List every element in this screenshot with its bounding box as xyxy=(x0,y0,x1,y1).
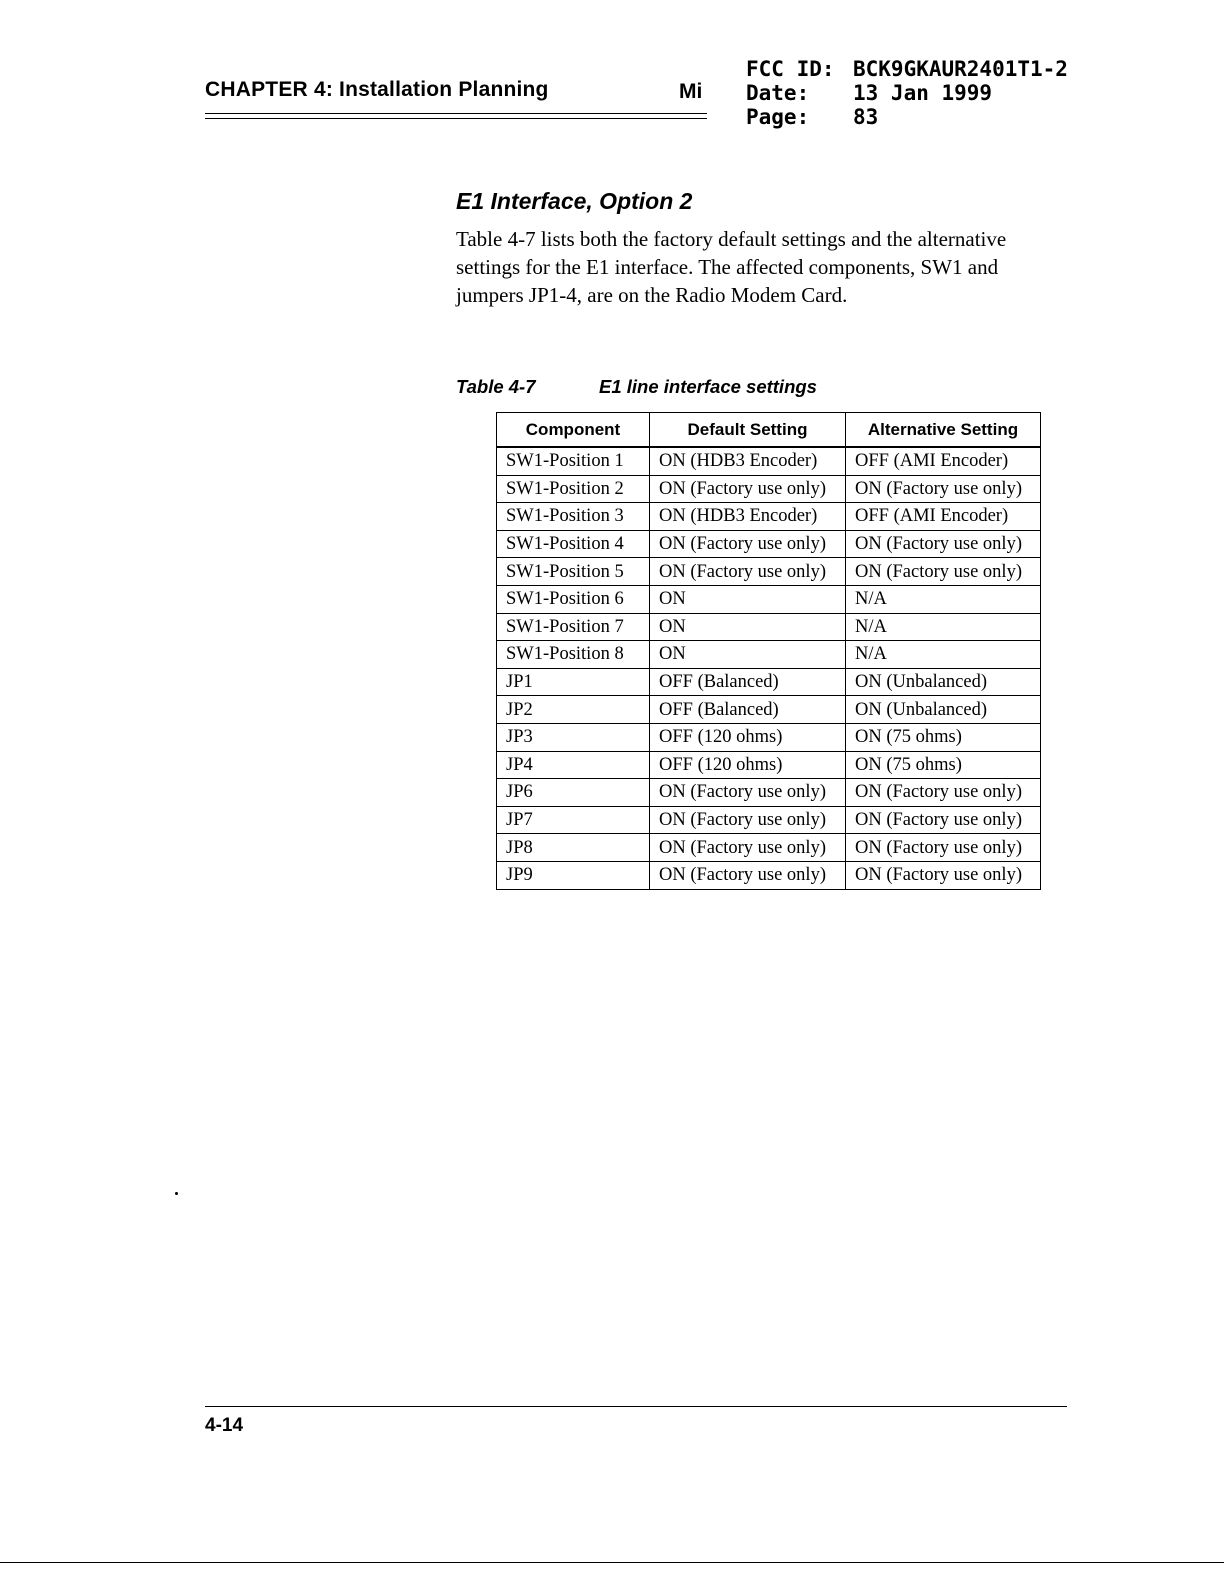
chapter-title: CHAPTER 4: Installation Planning xyxy=(205,78,549,101)
table-row xyxy=(497,861,1041,889)
table-row xyxy=(497,558,1041,586)
cell-default-setting: ON (Factory use only) xyxy=(650,530,846,558)
cell-component: SW1-Position 5 xyxy=(497,558,650,586)
cell-default-setting: ON xyxy=(650,641,846,669)
table-caption xyxy=(456,376,817,398)
cell-component: SW1-Position 8 xyxy=(497,641,650,669)
cell-component: JP6 xyxy=(497,779,650,807)
section-title: E1 Interface, Option 2 xyxy=(456,188,693,214)
fcc-page-label: Page: xyxy=(746,105,810,129)
stray-dot xyxy=(175,1192,178,1195)
cell-default-setting: ON (Factory use only) xyxy=(650,558,846,586)
cell-default-setting: OFF (120 ohms) xyxy=(650,723,846,751)
cell-alternative-setting: ON (Factory use only) xyxy=(846,530,1041,558)
table-row xyxy=(497,723,1041,751)
page-bottom-edge xyxy=(0,1562,1224,1563)
table-row xyxy=(497,806,1041,834)
cell-alternative-setting: OFF (AMI Encoder) xyxy=(846,447,1041,475)
intro-paragraph: Table 4-7 lists both the factory default settings and the alternative settings for the E1 interface. The affected components, SW1 and jumpers JP1-4, are on the Radio Modem Card. xyxy=(456,227,1007,307)
cell-alternative-setting: N/A xyxy=(846,585,1041,613)
table-header-row xyxy=(497,413,1041,448)
cell-component: SW1-Position 3 xyxy=(497,503,650,531)
fcc-page-row xyxy=(746,105,1068,129)
cell-alternative-setting: ON (Unbalanced) xyxy=(846,668,1041,696)
table-caption-number: Table 4-7 xyxy=(456,376,536,397)
cell-component: SW1-Position 4 xyxy=(497,530,650,558)
cell-component: JP2 xyxy=(497,696,650,724)
fcc-id-label: FCC ID: xyxy=(746,57,835,81)
cell-component: JP1 xyxy=(497,668,650,696)
cell-component: SW1-Position 1 xyxy=(497,447,650,475)
footer-rule xyxy=(205,1406,1067,1407)
table-row xyxy=(497,530,1041,558)
cell-default-setting: ON (Factory use only) xyxy=(650,779,846,807)
fcc-date-label: Date: xyxy=(746,81,810,105)
cell-alternative-setting: ON (Factory use only) xyxy=(846,861,1041,889)
truncated-header-text: Mi xyxy=(679,80,703,103)
table-row xyxy=(497,779,1041,807)
cell-default-setting: ON (Factory use only) xyxy=(650,475,846,503)
cell-default-setting: OFF (Balanced) xyxy=(650,696,846,724)
cell-alternative-setting: ON (Factory use only) xyxy=(846,779,1041,807)
fcc-date-row xyxy=(746,81,1068,105)
table-row xyxy=(497,503,1041,531)
cell-default-setting: ON (HDB3 Encoder) xyxy=(650,447,846,475)
cell-component: JP8 xyxy=(497,834,650,862)
cell-component: JP9 xyxy=(497,861,650,889)
table-row xyxy=(497,696,1041,724)
cell-component: SW1-Position 7 xyxy=(497,613,650,641)
table-row xyxy=(497,613,1041,641)
table-caption-title: E1 line interface settings xyxy=(599,376,817,397)
cell-component: JP7 xyxy=(497,806,650,834)
cell-alternative-setting: ON (75 ohms) xyxy=(846,723,1041,751)
fcc-stamp xyxy=(746,57,1068,129)
cell-default-setting: ON xyxy=(650,613,846,641)
cell-default-setting: OFF (120 ohms) xyxy=(650,751,846,779)
page-number: 4-14 xyxy=(205,1415,244,1436)
table-body xyxy=(497,447,1041,889)
cell-component: SW1-Position 2 xyxy=(497,475,650,503)
cell-alternative-setting: OFF (AMI Encoder) xyxy=(846,503,1041,531)
table-row xyxy=(497,751,1041,779)
fcc-id-value: BCK9GKAUR2401T1-2 xyxy=(853,57,1068,81)
header-default-setting: Default Setting xyxy=(650,413,846,448)
cell-alternative-setting: ON (75 ohms) xyxy=(846,751,1041,779)
header-component: Component xyxy=(497,413,650,448)
header-alternative-setting: Alternative Setting xyxy=(846,413,1041,448)
cell-alternative-setting: N/A xyxy=(846,641,1041,669)
cell-default-setting: ON xyxy=(650,585,846,613)
header-double-rule xyxy=(205,113,707,119)
cell-default-setting: ON (Factory use only) xyxy=(650,861,846,889)
table-row xyxy=(497,641,1041,669)
table-row xyxy=(497,668,1041,696)
cell-alternative-setting: ON (Factory use only) xyxy=(846,806,1041,834)
cell-default-setting: ON (Factory use only) xyxy=(650,806,846,834)
cell-default-setting: ON (Factory use only) xyxy=(650,834,846,862)
cell-default-setting: OFF (Balanced) xyxy=(650,668,846,696)
table-row xyxy=(497,447,1041,475)
fcc-id-row xyxy=(746,57,1068,81)
table-row xyxy=(497,475,1041,503)
cell-component: JP4 xyxy=(497,751,650,779)
fcc-date-value: 13 Jan 1999 xyxy=(853,81,993,105)
settings-table xyxy=(496,412,1041,890)
cell-component: SW1-Position 6 xyxy=(497,585,650,613)
table-row xyxy=(497,834,1041,862)
cell-alternative-setting: N/A xyxy=(846,613,1041,641)
cell-default-setting: ON (HDB3 Encoder) xyxy=(650,503,846,531)
table-row xyxy=(497,585,1041,613)
cell-component: JP3 xyxy=(497,723,650,751)
cell-alternative-setting: ON (Factory use only) xyxy=(846,834,1041,862)
fcc-page-value: 83 xyxy=(853,105,879,129)
cell-alternative-setting: ON (Factory use only) xyxy=(846,558,1041,586)
cell-alternative-setting: ON (Factory use only) xyxy=(846,475,1041,503)
cell-alternative-setting: ON (Unbalanced) xyxy=(846,696,1041,724)
